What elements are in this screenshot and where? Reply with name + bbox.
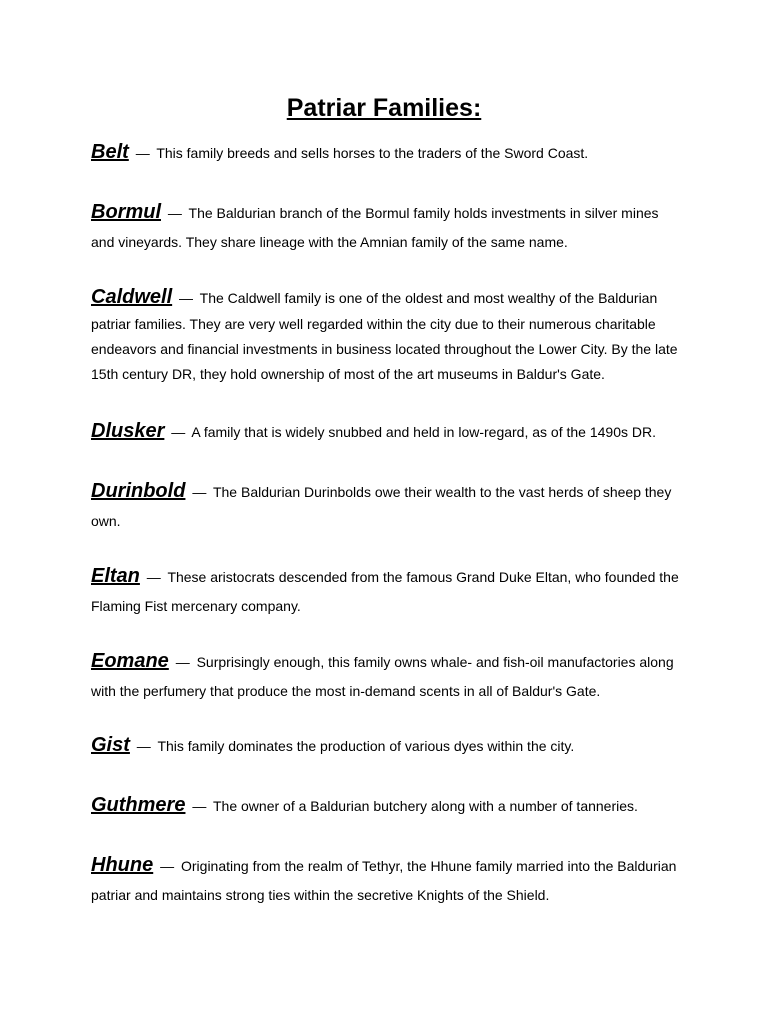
family-entry-durinbold [91, 477, 681, 536]
family-description: This family breeds and sells horses to the traders of the Sword Coast. [156, 145, 589, 161]
separator-dash: — [146, 569, 161, 585]
family-description: The Caldwell family is one of the oldest and most wealthy of the Baldurian patriar families. They are very well regarded within the city due to their numerous charitable endeavors and financial investments in business located throughout the Lower City. By the late 15th century DR, they hold ownership of most of the art museums in Baldur's Gate. [91, 290, 678, 382]
separator-dash: — [192, 798, 207, 814]
family-name: Gist [91, 734, 130, 756]
family-description: This family dominates the production of various dyes within the city. [157, 738, 575, 754]
family-entry-bormul [91, 198, 681, 257]
family-entry-caldwell [91, 283, 681, 387]
family-description: These aristocrats descended from the famous Grand Duke Eltan, who founded the Flaming Fist mercenary company. [91, 569, 679, 614]
family-entry-eomane [91, 647, 681, 706]
separator-dash: — [175, 654, 190, 670]
family-name: Bormul [91, 201, 161, 223]
separator-dash: — [167, 205, 182, 221]
family-entry-gist [91, 731, 681, 761]
family-description: The owner of a Baldurian butchery along with a number of tanneries. [213, 798, 638, 814]
separator-dash: — [179, 290, 194, 306]
separator-dash: — [171, 424, 186, 440]
family-entry-belt [91, 138, 681, 168]
family-entry-hhune [91, 851, 681, 910]
separator-dash: — [135, 145, 150, 161]
separator-dash: — [192, 484, 207, 500]
family-description: Originating from the realm of Tethyr, the Hhune family married into the Baldurian patriar and maintains strong ties within the secretive Knights of the Shield. [91, 858, 677, 903]
family-name: Eltan [91, 565, 140, 587]
family-entry-eltan [91, 562, 681, 621]
family-description: Surprisingly enough, this family owns whale- and fish-oil manufactories along with the perfumery that produce the most in-demand scents in all of Baldur's Gate. [91, 654, 674, 699]
family-name: Durinbold [91, 480, 186, 502]
family-name: Belt [91, 141, 129, 163]
family-name: Eomane [91, 650, 169, 672]
separator-dash: — [136, 738, 151, 754]
family-entry-guthmere [91, 791, 681, 821]
family-name: Hhune [91, 854, 154, 876]
family-description: The Baldurian Durinbolds owe their wealth to the vast herds of sheep they own. [91, 484, 672, 529]
family-description: A family that is widely snubbed and held in low-regard, as of the 1490s DR. [191, 424, 656, 440]
family-entry-dlusker [91, 417, 681, 447]
family-description: The Baldurian branch of the Bormul family holds investments in silver mines and vineyards. They share lineage with the Amnian family of the same name. [91, 205, 659, 250]
family-name: Caldwell [91, 286, 173, 308]
family-name: Guthmere [91, 794, 186, 816]
separator-dash: — [160, 858, 175, 874]
page-title: Patriar Families: [286, 94, 482, 122]
family-name: Dlusker [91, 420, 165, 442]
